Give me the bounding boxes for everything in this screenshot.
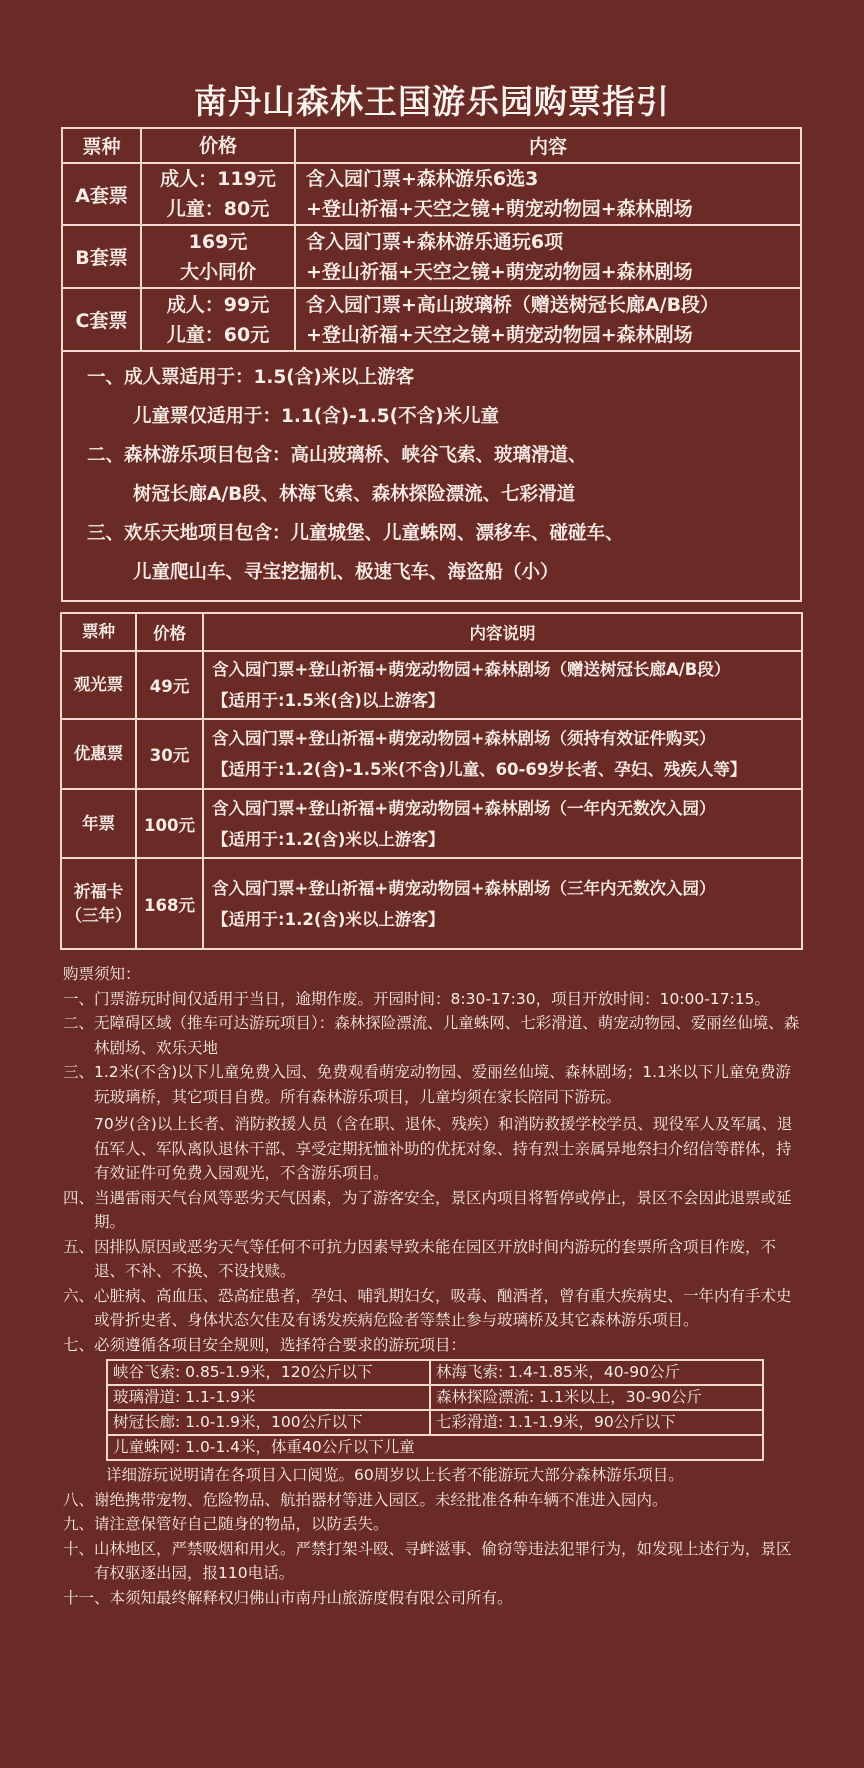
note-line: 儿童票仅适用于：1.1(含)-1.5(不含)米儿童 (133, 406, 500, 427)
header-ticket-type: 票种 (61, 613, 136, 651)
note-line: 儿童爬山车、寻宝挖掘机、极速飞车、海盗船（小） (133, 562, 559, 583)
note-item (63, 1284, 803, 1333)
ticket-type: B套票 (62, 225, 141, 288)
note-item (63, 1512, 803, 1537)
safety-rules-table (106, 1359, 764, 1461)
ticket-content (203, 719, 802, 789)
ticket-type-name: 祈福卡 (73, 881, 124, 901)
note-item (63, 1060, 803, 1186)
ticket-content (295, 225, 801, 288)
note-number: 七、 (63, 1335, 95, 1354)
content-line: 含入园门票+登山祈福+萌宠动物园+森林剧场（三年内无数次入园） (212, 878, 716, 898)
ticket-price: 168元 (136, 858, 203, 949)
ticket-type: A套票 (62, 163, 141, 225)
note-item (63, 987, 803, 1012)
note-line: 一、成人票适用于：1.5(含)米以上游客 (87, 367, 415, 388)
header-content: 内容 (295, 128, 801, 163)
content-line: 含入园门票+森林游乐通玩6项 (306, 230, 564, 253)
note-text: 心脏病、高血压、恐高症患者，孕妇、哺乳期妇女，吸毒、酗酒者，曾有重大疾病史、一年内有手术史或骨折史者、身体状态欠佳及有诱发疾病危险者等禁止参与玻璃桥及其它森林游乐项目。 (94, 1286, 792, 1329)
note-text-main: 1.2米(不含)以下儿童免费入园、免费观看萌宠动物园、爱丽丝仙境、森林剧场；1.1米以下儿童免费游玩玻璃桥，其它项目自费。所有森林游乐项目，儿童均须在家长陪同下游玩。 (94, 1063, 791, 1106)
note-number: 四、 (63, 1188, 95, 1207)
package-notes (62, 351, 801, 601)
note-text: 当遇雷雨天气台风等恶劣天气因素，为了游客安全，景区内项目将暂停或停止，景区不会因此退票或延期。 (94, 1188, 792, 1231)
rules-row (107, 1435, 763, 1460)
price-line: 成人：99元 (166, 293, 270, 316)
note-line: 二、森林游乐项目包含：高山玻璃桥、峡谷飞索、玻璃滑道、 (87, 445, 587, 466)
ticket-type: 年票 (61, 789, 136, 858)
note-number: 八、 (63, 1490, 95, 1509)
note-number: 二、 (63, 1014, 95, 1032)
note-item (63, 1333, 803, 1358)
note-text: 谢绝携带宠物、危险物品、航拍器材等进入园区。未经批准各种车辆不准进入园内。 (94, 1490, 668, 1509)
note-text: 门票游玩时间仅适用于当日，逾期作废。开园时间：8:30-17:30，项目开放时间：10:00-17:15。 (94, 989, 771, 1008)
ticket-type: 优惠票 (61, 719, 136, 789)
price-line: 成人：119元 (160, 168, 276, 190)
rules-row (107, 1410, 763, 1435)
content-line: 含入园门票+登山祈福+萌宠动物园+森林剧场（一年内无数次入园） (212, 798, 716, 818)
ticket-price: 49元 (136, 651, 203, 719)
rules-row (107, 1385, 763, 1410)
package-ticket-table (61, 127, 802, 602)
header-price: 价格 (141, 128, 295, 163)
content-line: +登山祈福+天空之镜+萌宠动物园+森林剧场 (306, 198, 693, 220)
content-line: 【适用于:1.5米(含)以上游客】 (212, 691, 445, 710)
ticket-content (203, 789, 802, 858)
ticket-price: 30元 (136, 719, 203, 789)
content-line: 【适用于:1.2(含)米以上游客】 (212, 909, 445, 929)
note-number: 五、 (63, 1237, 95, 1256)
content-line: 【适用于:1.2(含)-1.5米(不含)儿童、60-69岁长者、孕妇、残疾人等】 (212, 760, 747, 779)
purchase-notes-heading: 购票须知： (63, 965, 141, 983)
header-content-desc: 内容说明 (203, 613, 802, 651)
table-row (61, 858, 802, 949)
table-row (62, 288, 801, 351)
notes-row (62, 351, 801, 601)
rule-cell: 玻璃滑道: 1.1-1.9米 (107, 1385, 430, 1410)
note-text: 本须知最终解释权归佛山市南丹山旅游度假有限公司所有。 (109, 1588, 513, 1607)
note-line: 树冠长廊A/B段、林海飞索、森林探险漂流、七彩滑道 (133, 484, 576, 505)
table-row (61, 789, 802, 858)
price-line: 儿童：80元 (166, 198, 270, 220)
content-line: 含入园门票+登山祈福+萌宠动物园+森林剧场（须持有效证件购买） (212, 729, 716, 748)
content-line: +登山祈福+天空之镜+萌宠动物园+森林剧场 (306, 260, 693, 283)
note-item (63, 1488, 803, 1513)
content-line: 【适用于:1.2(含)米以上游客】 (212, 829, 445, 849)
ticket-type-sub: （三年） (65, 905, 132, 925)
table-row (62, 163, 801, 225)
note-number: 三、 (63, 1063, 95, 1081)
purchase-notes (63, 962, 803, 1610)
price-line: 169元 (188, 230, 248, 253)
content-line: 含入园门票+森林游乐6选3 (306, 168, 539, 190)
ticket-type: 观光票 (61, 651, 136, 719)
header-ticket-type: 票种 (62, 128, 141, 163)
note-text: 因排队原因或恶劣天气等任何不可抗力因素导致未能在园区开放时间内游玩的套票所含项目作废，不退、不补、不换、不设找赎。 (94, 1237, 777, 1280)
rule-cell: 峡谷飞索: 0.85-1.9米，120公斤以下 (107, 1360, 430, 1385)
page-title: 南丹山森林王国游乐园购票指引 (194, 82, 670, 121)
ticket-price (141, 163, 295, 225)
note-line: 三、欢乐天地项目包含：儿童城堡、儿童蛛网、漂移车、碰碰车、 (87, 523, 624, 544)
rule-cell: 儿童蛛网: 1.0-1.4米，体重40公斤以下儿童 (107, 1435, 763, 1460)
price-line: 大小同价 (179, 260, 256, 283)
content-line: 含入园门票+高山玻璃桥（赠送树冠长廊A/B段） (306, 293, 720, 316)
note-number: 九、 (63, 1515, 95, 1533)
rules-footer: 详细游玩说明请在各项目入口阅览。60周岁以上长者不能游玩大部分森林游乐项目。 (106, 1466, 684, 1484)
ticket-type (61, 858, 136, 949)
rule-cell: 森林探险漂流: 1.1米以上，30-90公斤 (430, 1385, 763, 1410)
ticket-type: C套票 (62, 288, 141, 351)
header-price: 价格 (136, 613, 203, 651)
note-text: 山林地区，严禁吸烟和用火。严禁打架斗殴、寻衅滋事、偷窃等违法犯罪行为，如发现上述行为，景区有权驱逐出园，报110电话。 (94, 1539, 792, 1582)
ticket-content (295, 288, 801, 351)
note-text: 请注意保管好自己随身的物品，以防丢失。 (94, 1515, 389, 1533)
note-number: 十、 (63, 1539, 95, 1558)
table-row (61, 719, 802, 789)
single-ticket-table (60, 612, 803, 950)
note-item (63, 1586, 803, 1611)
content-line: +登山祈福+天空之镜+萌宠动物园+森林剧场 (306, 323, 693, 346)
rule-cell: 树冠长廊: 1.0-1.9米，100公斤以下 (107, 1410, 430, 1435)
note-item (63, 1011, 803, 1060)
rules-row (107, 1360, 763, 1385)
content-line: 含入园门票+登山祈福+萌宠动物园+森林剧场（赠送树冠长廊A/B段） (212, 660, 731, 679)
table-row (61, 651, 802, 719)
price-line: 儿童：60元 (166, 323, 270, 346)
ticket-price (141, 288, 295, 351)
note-number: 一、 (63, 989, 95, 1008)
ticket-price (141, 225, 295, 288)
note-text: 必须遵循各项目安全规则，选择符合要求的游玩项目： (94, 1335, 467, 1354)
ticket-content (295, 163, 801, 225)
table-header-row (61, 613, 802, 651)
note-item (63, 1235, 803, 1284)
rule-cell: 林海飞索: 1.4-1.85米，40-90公斤 (430, 1360, 763, 1385)
note-number: 十一、 (63, 1588, 110, 1607)
ticket-content (203, 651, 802, 719)
note-text: 无障碍区域（推车可达游玩项目）：森林探险漂流、儿童蛛网、七彩滑道、萌宠动物园、爱丽丝仙境、森林剧场、欢乐天地 (94, 1014, 800, 1057)
ticket-price: 100元 (136, 789, 203, 858)
ticket-content (203, 858, 802, 949)
note-item (63, 1186, 803, 1235)
note-item (63, 1537, 803, 1586)
table-header-row (62, 128, 801, 163)
note-number: 六、 (63, 1286, 95, 1305)
table-row (62, 225, 801, 288)
note-text-extra: 70岁(含)以上长者、消防救援人员（含在职、退休、残疾）和消防救援学校学员、现役军人及军属、退伍军人、军队离队退休干部、享受定期抚恤补助的优抚对象、持有烈士亲属异地祭扫介绍信等群体，持有效证件可免费入园观光，不含游乐项目。 (94, 1115, 793, 1182)
note-text (94, 1060, 803, 1186)
rule-cell: 七彩滑道: 1.1-1.9米，90公斤以下 (430, 1410, 763, 1435)
